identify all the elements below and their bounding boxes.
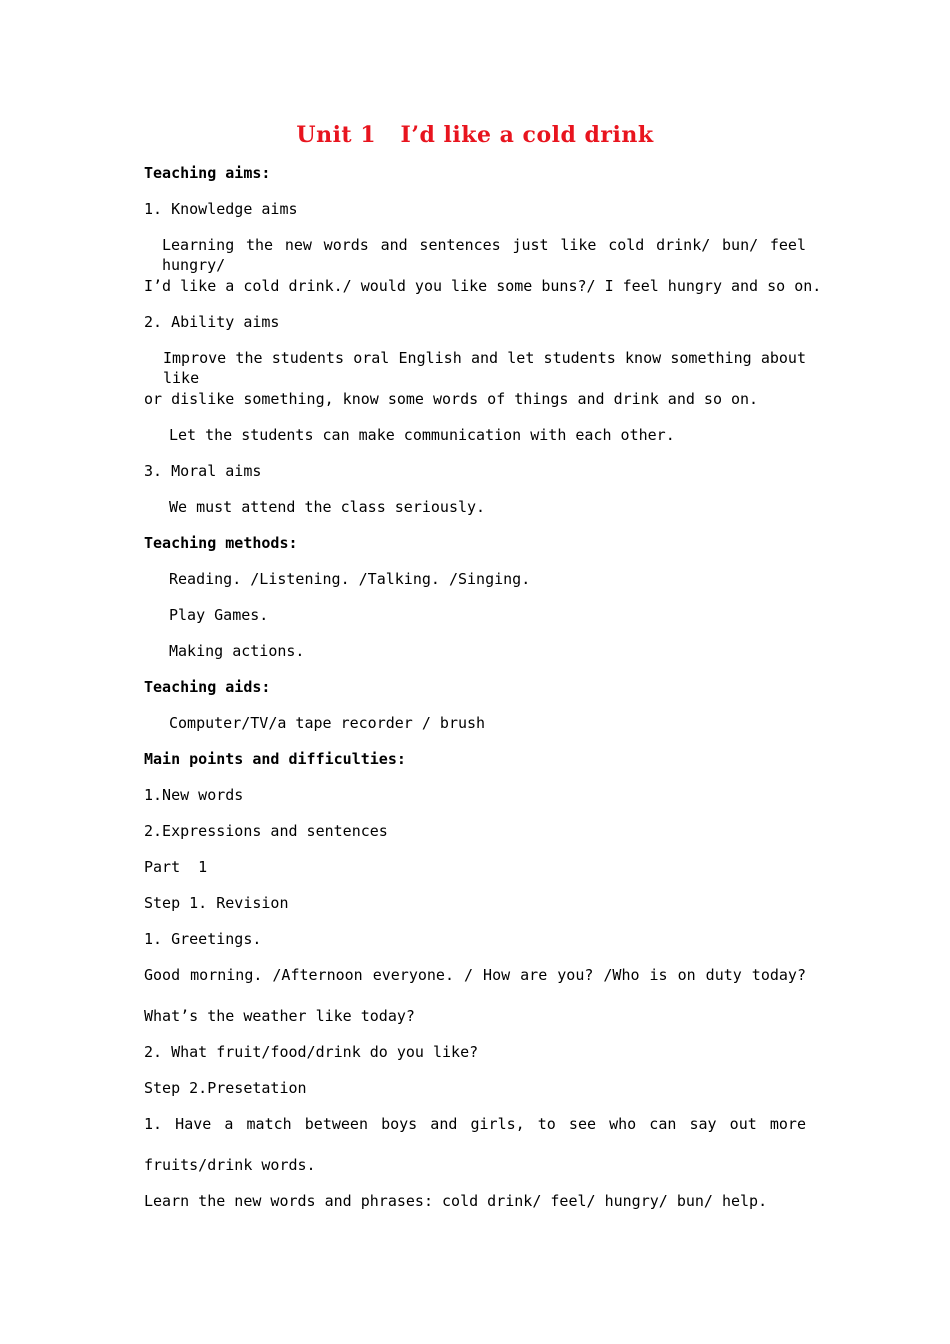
points-item: 2.Expressions and sentences bbox=[144, 822, 388, 840]
methods-item: Play Games. bbox=[169, 606, 269, 624]
knowledge-aims-text-cont: I’d like a cold drink./ would you like some buns?/ I feel hungry and so on. bbox=[144, 277, 822, 295]
ability-aims-text: Improve the students oral English and let students know something about like bbox=[163, 349, 806, 387]
ability-aims-text-extra: Let the students can make communication with each other. bbox=[169, 426, 675, 444]
knowledge-aims-text: Learning the new words and sentences just like cold drink/ bun/ feel hungry/ bbox=[162, 236, 806, 274]
greetings-text-cont: What’s the weather like today? bbox=[144, 1007, 415, 1025]
teaching-aims-heading: Teaching aims: bbox=[144, 164, 271, 182]
learn-text: Learn the new words and phrases: cold drink/ feel/ hungry/ bun/ help. bbox=[144, 1192, 768, 1210]
main-points-heading: Main points and difficulties: bbox=[144, 750, 406, 768]
methods-item: Making actions. bbox=[169, 642, 305, 660]
ability-aims-item: 2. Ability aims bbox=[144, 313, 280, 331]
knowledge-aims-item: 1. Knowledge aims bbox=[144, 200, 298, 218]
part-label: Part 1 bbox=[144, 858, 208, 876]
document-title: Unit 1 I’d like a cold drink bbox=[296, 122, 654, 148]
step-label: Step 2.Presetation bbox=[144, 1079, 307, 1097]
teaching-methods-heading: Teaching methods: bbox=[144, 534, 298, 552]
ability-aims-text-cont: or dislike something, know some words of things and drink and so on. bbox=[144, 390, 759, 408]
teaching-aids-heading: Teaching aids: bbox=[144, 678, 271, 696]
greetings-text: Good morning. /Afternoon everyone. / How are you? /Who is on duty today? bbox=[144, 966, 806, 984]
fruit-question-item: 2. What fruit/food/drink do you like? bbox=[144, 1043, 479, 1061]
match-text-cont: fruits/drink words. bbox=[144, 1156, 316, 1174]
step-label: Step 1. Revision bbox=[144, 894, 289, 912]
aids-item: Computer/TV/a tape recorder / brush bbox=[169, 714, 486, 732]
points-item: 1.New words bbox=[144, 786, 244, 804]
methods-item: Reading. /Listening. /Talking. /Singing. bbox=[169, 570, 531, 588]
greetings-item: 1. Greetings. bbox=[144, 930, 262, 948]
match-text: 1. Have a match between boys and girls, to see who can say out more bbox=[144, 1115, 806, 1133]
moral-aims-item: 3. Moral aims bbox=[144, 462, 262, 480]
moral-aims-text: We must attend the class seriously. bbox=[169, 498, 486, 516]
